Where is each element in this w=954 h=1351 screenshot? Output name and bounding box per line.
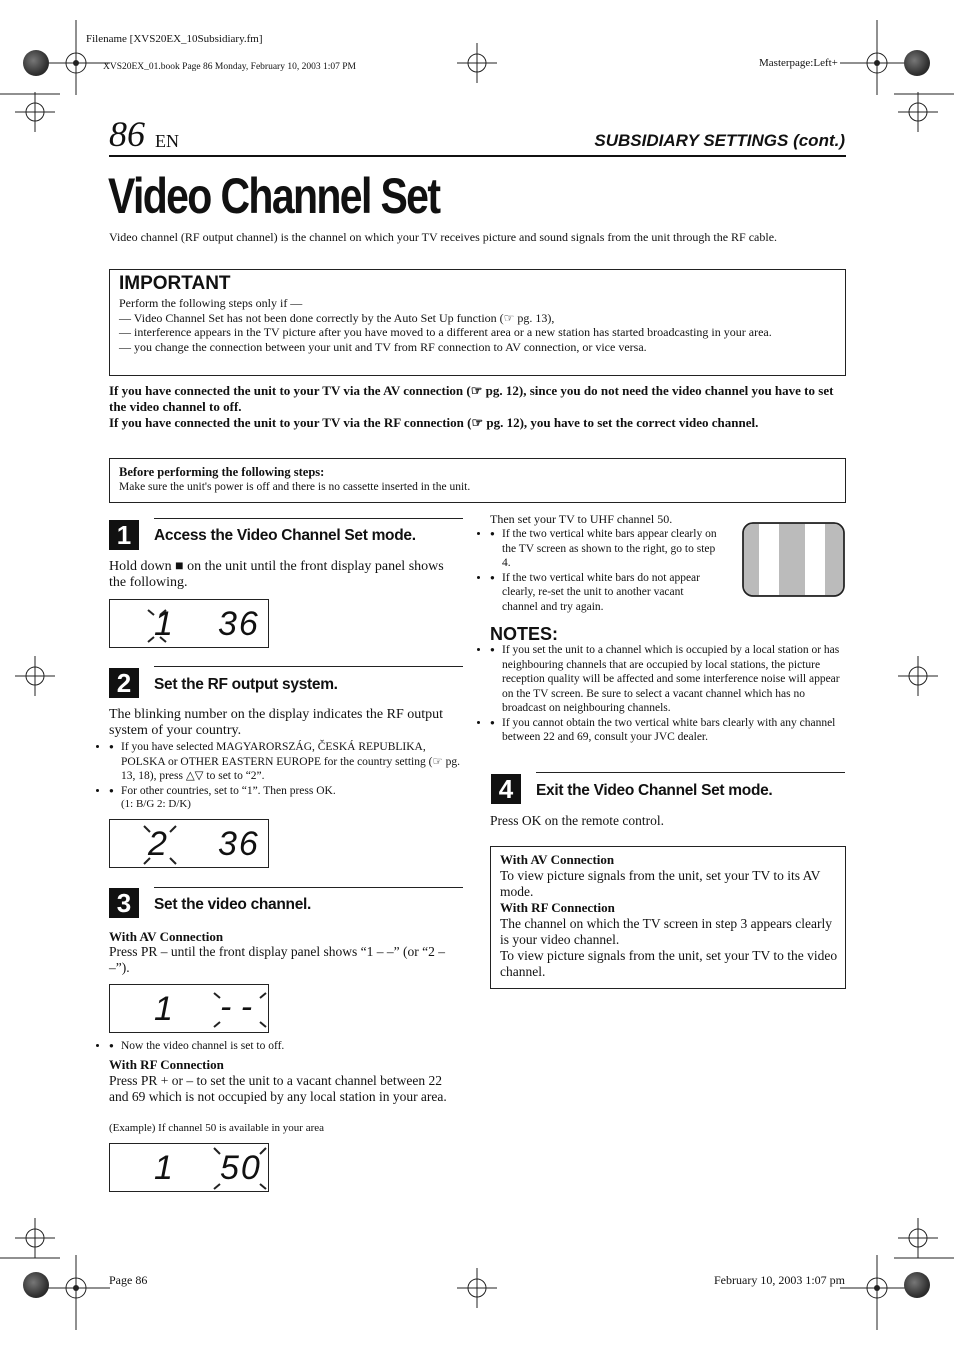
lcd-left-digit: 1 bbox=[154, 990, 173, 1028]
list-item: ● • Now the video channel is set to off. bbox=[109, 1039, 463, 1054]
step1-number: 1 bbox=[109, 520, 139, 550]
step4-number: 4 bbox=[491, 774, 521, 804]
step4-text: Press OK on the remote control. bbox=[490, 813, 664, 828]
step1-title: Access the Video Channel Set mode. bbox=[154, 527, 416, 544]
page-lang: EN bbox=[155, 131, 179, 151]
step4-title: Exit the Video Channel Set mode. bbox=[536, 782, 773, 799]
important-lines bbox=[119, 296, 835, 354]
book-info: XVS20EX_01.book Page 86 Monday, February 10, 2003 1:07 PM bbox=[103, 62, 356, 72]
step2-text: The blinking number on the display indicates the RF output system of your country. bbox=[109, 707, 444, 738]
filename-label: Filename [XVS20EX_10Subsidiary.fm] bbox=[86, 33, 263, 45]
header-rule bbox=[109, 155, 846, 157]
lcd-left-digit: 1 bbox=[154, 605, 173, 643]
list-item: ● • If the two vertical white bars do not appear clearly, re-set the unit to another vacant channel and try again. bbox=[490, 571, 720, 615]
important-heading: IMPORTANT bbox=[119, 273, 231, 294]
uhf-bullets bbox=[490, 527, 720, 614]
lcd-display-step2 bbox=[109, 819, 269, 868]
step3-title: Set the video channel. bbox=[154, 896, 312, 913]
step3-rf-text: Press PR + or – to set the unit to a vacant channel between 22 and 69 which is not occupied by any local station in your area. bbox=[109, 1073, 447, 1104]
step2-rule bbox=[154, 666, 463, 667]
before-heading: Before performing the following steps: bbox=[119, 465, 325, 479]
step2-sub: (1: B/G 2: D/K) bbox=[121, 798, 191, 810]
list-item: ● • If the two vertical white bars appear clearly on the TV screen as shown to the right, go to step 4. bbox=[490, 527, 720, 571]
important-line: Perform the following steps only if — bbox=[119, 296, 303, 310]
footer-page: Page 86 bbox=[109, 1273, 148, 1287]
step3-av-text: Press PR – until the front display panel shows “1 – –” (or “2 – –”). bbox=[109, 944, 445, 975]
notes-heading: NOTES: bbox=[490, 624, 559, 644]
registration-ball-icon bbox=[904, 1272, 930, 1298]
final-rf-text2: To view picture signals from the unit, set your TV to the video channel. bbox=[500, 948, 838, 979]
before-box bbox=[109, 458, 846, 503]
important-box bbox=[109, 269, 846, 376]
lcd-right-digits: - - bbox=[220, 988, 253, 1026]
step1-rule bbox=[154, 518, 463, 519]
final-rf-heading: With RF Connection bbox=[500, 900, 615, 915]
lcd-display-step3-av bbox=[109, 984, 269, 1033]
page-number: 86 bbox=[109, 114, 145, 154]
list-item: ● • For other countries, set to “1”. Then press OK. bbox=[109, 784, 463, 799]
intro-text: Video channel (RF output channel) is the channel on which your TV receives picture and sound signals from the unit through the RF cable. bbox=[109, 230, 778, 244]
final-rf-text1: The channel on which the TV screen in step 3 appears clearly is your video channel. bbox=[500, 916, 833, 947]
lcd-display-step1 bbox=[109, 599, 269, 648]
important-line: — interference appears in the TV picture after you have moved to a different area or a new station has started broadcasting in your area. bbox=[119, 325, 772, 339]
lcd-left-digit: 2 bbox=[148, 825, 167, 863]
registration-ball-icon bbox=[904, 50, 930, 76]
final-av-text: To view picture signals from the unit, set your TV to its AV mode. bbox=[500, 868, 821, 899]
list-item: ● • If you cannot obtain the two vertical white bars clearly with any channel between 22 and 69, consult your JVC dealer. bbox=[490, 716, 845, 745]
step4-rule bbox=[536, 772, 845, 773]
step3-rf-heading: With RF Connection bbox=[109, 1057, 224, 1072]
step2-bullets bbox=[109, 740, 463, 798]
av-connection-note: If you have connected the unit to your TV via the AV connection (☞ pg. 12), since you do not need the video channel you have to set the video channel to off. bbox=[109, 383, 834, 414]
step3-av-bullets bbox=[109, 1039, 463, 1054]
registration-ball-icon bbox=[23, 50, 49, 76]
step3-number: 3 bbox=[109, 888, 139, 918]
rf-connection-note: If you have connected the unit to your TV via the RF connection (☞ pg. 12), you have to set the correct video channel. bbox=[109, 415, 759, 430]
lcd-right-digits: 50 bbox=[220, 1149, 262, 1187]
notes-list bbox=[490, 643, 845, 745]
connection-summary-box bbox=[490, 846, 846, 989]
final-av-heading: With AV Connection bbox=[500, 852, 615, 867]
connection-notes bbox=[109, 383, 849, 431]
step2-title: Set the RF output system. bbox=[154, 676, 338, 693]
step3-example: (Example) If channel 50 is available in your area bbox=[109, 1122, 325, 1134]
tv-screen-illustration bbox=[742, 522, 845, 597]
registration-ball-icon bbox=[23, 1272, 49, 1298]
step3-av-heading: With AV Connection bbox=[109, 929, 224, 944]
step2-number: 2 bbox=[109, 668, 139, 698]
important-line: — Video Channel Set has not been done correctly by the Auto Set Up function (☞ pg. 13), bbox=[119, 310, 555, 325]
step1-text: Hold down ■ on the unit until the front display panel shows the following. bbox=[109, 559, 444, 590]
step3-rule bbox=[154, 887, 463, 888]
list-item: ● • If you have selected MAGYARORSZÁG, ČESKÁ REPUBLIKA, POLSKA or OTHER EASTERN EUROPE for the country setting (☞ pg. 13, 18), press △▽ to set to “2”. bbox=[109, 740, 463, 784]
lcd-left-digit: 1 bbox=[154, 1149, 173, 1187]
important-line: — you change the connection between your unit and TV from RF connection to AV connection, or vice versa. bbox=[119, 339, 647, 354]
section-title: SUBSIDIARY SETTINGS (cont.) bbox=[594, 131, 845, 150]
list-item: ● • If you set the unit to a channel which is occupied by a local station or has neighbouring channels that are occupied by local stations, the picture reception quality will be affected and some interference noise will appear on the TV screen. Be sure to select a vacant channel which has no broadcast on neighbouring channels. bbox=[490, 643, 845, 716]
uhf-instruction: Then set your TV to UHF channel 50. bbox=[490, 512, 673, 526]
page-title: Video Channel Set bbox=[108, 168, 440, 224]
lcd-display-step3-rf bbox=[109, 1143, 269, 1192]
lcd-right-digits: 36 bbox=[218, 825, 260, 863]
footer-date: February 10, 2003 1:07 pm bbox=[714, 1273, 845, 1287]
lcd-right-digits: 36 bbox=[218, 605, 260, 643]
before-text: Make sure the unit's power is off and there is no cassette inserted in the unit. bbox=[119, 481, 471, 493]
masterpage-label: Masterpage:Left+ bbox=[759, 57, 838, 69]
